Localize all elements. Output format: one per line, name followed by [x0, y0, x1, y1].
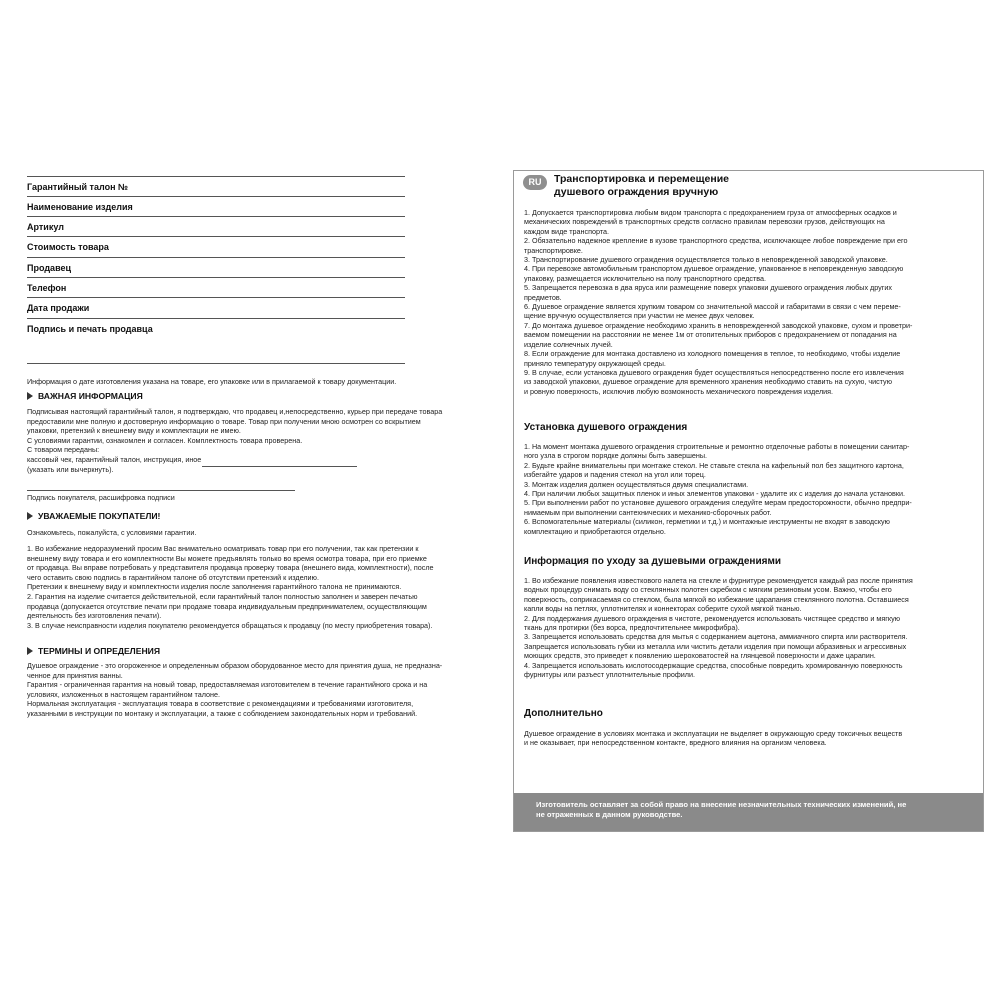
text-line: 4. При перевозке автомобильным транспортом душевое ограждение, упакованное в неповрежденную заводскую [524, 264, 904, 274]
title-line: душевого ограждения вручную [554, 186, 719, 198]
text-line: 2. Гарантия на изделие считается действительной, если гарантийный талон полностью заполнен и заверен печатью [27, 591, 418, 601]
signature-line [27, 490, 295, 491]
transport-text [524, 208, 972, 396]
terms-heading-text: ТЕРМИНЫ И ОПРЕДЕЛЕНИЯ [38, 646, 161, 656]
text-line: из заводской упаковки, душевое ограждение для временного хранения необходимо ставить на сухую, чистую [524, 377, 893, 387]
form-divider [27, 196, 405, 197]
text-line: 3. В случае неисправности изделия покупателю рекомендуется обращаться к продавцу (по месту приобретения товара). [27, 620, 433, 630]
instructions-panel [513, 170, 984, 832]
text-line: фурнитуры или разъест уплотнительные профили. [524, 670, 695, 680]
language-badge: RU [523, 175, 547, 190]
text-line: Претензии к внешнему виду и комплектности изделия после заполнения гарантийного талона не принимаются. [27, 582, 402, 592]
text-line: Запрещается использовать губки из металла или чистить детали изделия при помощи абразивных и агрессивных [524, 641, 907, 651]
text-line: внешнему виду товара и его комплектности Вы можете предъявлять только во время осмотра товара, при его приемке [27, 553, 427, 563]
text-line: поверхность, соприкасаемая со стеклом, была мягкой во избежание царапания стеклянного полотна. Оставшиеся [524, 594, 909, 604]
other-items-line [202, 466, 357, 467]
title-line: Транспортировка и перемещение [554, 173, 729, 185]
signature-caption: Подпись покупателя, расшифровка подписи [27, 493, 175, 502]
install-text [524, 442, 972, 536]
form-divider [27, 176, 405, 177]
text-line: 1. На момент монтажа душевого ограждения строительные и ремонтно отделочные работы в помещении санитар- [524, 442, 910, 451]
field-seller-signature: Подпись и печать продавца [27, 324, 153, 334]
text-line: упаковки, претензий к внешнему виду и комплектации не имею. [27, 426, 241, 436]
text-line: 5. При выполнении работ по установке душевого ограждения следуйте мерам предосторожности, обычно предпри- [524, 498, 912, 508]
text-line: 1. Во избежание недоразумений просим Вас внимательно осматривать товар при его получении, так как претензии к [27, 544, 419, 553]
footer-note [536, 800, 956, 820]
text-line: предоставили мне полную и достоверную информацию о товаре. Товар при получении мною осмотрен со вскрытием [27, 416, 421, 426]
text-line: 4. Запрещается использовать кислотосодержащие средства, способные повредить хромированную поверхность [524, 660, 903, 670]
footer-bar [514, 793, 983, 831]
field-product-name: Наименование изделия [27, 202, 133, 212]
text-line: ваемом помещении на расстоянии не менее 1м от отопительных приборов с предохранением от попадания на [524, 330, 897, 340]
form-divider [27, 318, 405, 319]
text-line: каждом виде транспорта. [524, 226, 610, 236]
text-line: 4. При наличии любых защитных пленок и иных элементов упаковки - удалите их с изделия до начала установки. [524, 489, 905, 499]
arrow-icon [27, 647, 33, 655]
important-heading-text: ВАЖНАЯ ИНФОРМАЦИЯ [38, 391, 143, 401]
text-line: 7. До монтажа душевое ограждение необходимо хранить в неповрежденной заводской упаковке, сухом и проветри- [524, 320, 913, 330]
text-line: кассовый чек, гарантийный талон, инструкция, иное [27, 454, 202, 464]
text-line: 9. В случае, если установка душевого ограждения будет осуществляться непосредственно после его извлечения [524, 367, 904, 377]
arrow-icon [27, 392, 33, 400]
terms-heading [27, 646, 160, 656]
text-line: транспортировке. [524, 245, 583, 255]
care-heading: Информация по уходу за душевыми ограждениями [524, 556, 782, 567]
text-line: изделие солнечных лучей. [524, 339, 613, 349]
text-line: (указать или вычеркнуть). [27, 464, 114, 474]
text-line: условиях, изложенных в настоящем гарантийном талоне. [27, 689, 220, 699]
footer-line: не отраженных в данном руководстве. [536, 810, 683, 819]
form-divider [27, 236, 405, 237]
form-divider [27, 277, 405, 278]
text-line: и ровную поверхность, исключив любую возможность механического повреждения изделия. [524, 386, 834, 396]
text-line: нимаемым при выполнении сантехнических и механико-сборочных работ. [524, 507, 772, 517]
text-line: ченное для принятия ванны. [27, 670, 123, 680]
arrow-icon [27, 512, 33, 520]
text-line: капли воды на петлях, уплотнителях и коннекторах соберите сухой мягкой тканью. [524, 604, 802, 614]
install-heading: Установка душевого ограждения [524, 422, 688, 433]
field-warranty-number: Гарантийный талон № [27, 182, 129, 192]
text-line: Подписывая настоящий гарантийный талон, я подтверждаю, что продавец и,непосредственно, курьер при передаче товара [27, 407, 443, 416]
text-line: от продавца. Вы вправе потребовать у представителя продавца проверку товара (внешнего вида, комплектности), после [27, 563, 434, 573]
form-divider [27, 297, 405, 298]
text-line: 6. Душевое ограждение является хрупким товаром со значительной массой и габаритами в связи с чем переме- [524, 302, 901, 312]
text-line: водных процедур снимать воду со стеклянных полотен скребком с мягким резиновым усом. Важно, чтобы его [524, 585, 892, 595]
text-line: указанными в инструкции по монтажу и эксплуатации, а также с соблюдением законодательных норм и требований. [27, 708, 418, 718]
text-line: моющих средств, это приведет к появлению шероховатостей на глянцевой поверхности и даже царапин. [524, 651, 876, 661]
extra-text [524, 729, 972, 748]
text-line: Душевое ограждение - это огороженное и определенным образом оборудованное место для принятия душа, не предназна- [27, 661, 443, 670]
text-line: упаковку, размещается исключительно на полу транспортного средства. [524, 273, 767, 283]
text-line: чего оставить свою подпись в гарантийном талоне об отсутствии претензий к изделию. [27, 572, 319, 582]
text-line: продавца (допускается отсутствие печати при продаже товара индивидуальным предпринимателем, осуществляющим [27, 601, 427, 611]
customers-text [27, 544, 495, 630]
text-line: Нормальная эксплуатация - эксплуатация товара в соответствие с рекомендациями и требованиями изготовителя, [27, 699, 414, 709]
text-line: 3. Монтаж изделия должен осуществляться двумя специалистами. [524, 479, 749, 489]
important-heading [27, 391, 143, 401]
manufacture-info: Информация о дате изготовления указана на товаре, его упаковке или в прилагаемой к товару документации. [27, 377, 397, 386]
text-line: С условиями гарантии, ознакомлен и согласен. Комплектность товара проверена. [27, 435, 303, 445]
text-line: предметов. [524, 292, 562, 302]
text-line: 3. Транспортирование душевого ограждения осуществляется только в неповрежденной заводской упаковке. [524, 255, 888, 265]
text-line: 2. Для поддержания душевого ограждения в чистоте, рекомендуется использовать чистящее средство и мягкую [524, 613, 901, 623]
transport-title [554, 173, 729, 199]
text-line: Гарантия - ограниченная гарантия на новый товар, предоставляемая изготовителем в течение гарантийного срока и на [27, 680, 428, 690]
field-article: Артикул [27, 222, 64, 232]
text-line: механических повреждений в транспортных средств согласно правилам перевозки грузов, действующих на [524, 217, 885, 227]
customers-intro: Ознакомьтесь, пожалуйста, с условиями гарантии. [27, 528, 197, 537]
customers-heading-text: УВАЖАЕМЫЕ ПОКУПАТЕЛИ! [38, 511, 161, 521]
field-sale-date: Дата продажи [27, 303, 90, 313]
text-line: приняло температуру окружающей среды. [524, 358, 666, 368]
customers-heading [27, 511, 160, 521]
text-line: ного узла в строгом порядке должны быть завершены. [524, 451, 708, 461]
field-phone: Телефон [27, 283, 67, 293]
text-line: С товаром переданы: [27, 445, 100, 455]
text-line: 3. Запрещается использовать средства для мытья с содержанием ацетона, аммиачного спирта или растворителя. [524, 632, 908, 642]
text-line: 2. Будьте крайне внимательны при монтаже стекол. Не ставьте стекла на кафельный пол без защитного картона, [524, 460, 904, 470]
care-text [524, 576, 972, 679]
text-line: 5. Запрещается перевозка в два яруса или размещение поверх упаковки душевого ограждения любых других [524, 283, 892, 293]
text-line: Душевое ограждение в условиях монтажа и эксплуатации не выделяет в окружающую среду токсичных веществ [524, 729, 903, 738]
form-divider [27, 257, 405, 258]
field-seller: Продавец [27, 263, 72, 273]
form-divider [27, 363, 405, 364]
footer-line: Изготовитель оставляет за собой право на внесение незначительных технических изменений, не [536, 800, 907, 809]
text-line: комплектацию и приобретаются отдельно. [524, 526, 666, 536]
text-line: деятельность без изготовления печати). [27, 611, 162, 621]
field-price: Стоимость товара [27, 242, 109, 252]
text-line: 1. Допускается транспортировка любым видом транспорта с предохранением груза от атмосферных осадков и [524, 208, 897, 217]
text-line: избегайте ударов и падения стекол на угол или торец. [524, 470, 706, 480]
text-line: 6. Вспомогательные материалы (силикон, герметики и т.д.) и монтажные инструменты не входят в заводскую [524, 517, 890, 527]
text-line: 1. Во избежание появления известкового налета на стекле и фурнитуре рекомендуется каждый раз после принятия [524, 576, 913, 585]
text-line: 8. Если ограждение для монтажа доставлено из холодного помещения в теплое, то необходимо, чтобы изделие [524, 349, 901, 359]
text-line: щение вручную осуществляется при участии не менее двух человек. [524, 311, 755, 321]
important-text [27, 407, 495, 474]
form-divider [27, 216, 405, 217]
text-line: 2. Обязательно надежное крепление в кузове транспортного средства, исключающее любое повреждение при его [524, 236, 908, 246]
terms-text [27, 661, 495, 719]
text-line: и не оказывает, при непосредственном контакте, вредного влияния на организм человека. [524, 738, 827, 748]
text-line: ткань для протирки (без ворса, предпочтительнее микрофибра). [524, 623, 740, 633]
extra-heading: Дополнительно [524, 708, 603, 719]
